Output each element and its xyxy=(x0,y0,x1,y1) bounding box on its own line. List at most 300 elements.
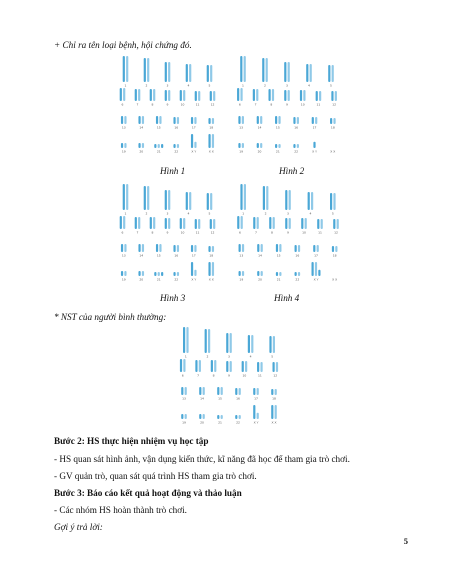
chromosome xyxy=(161,272,163,276)
chromosome xyxy=(173,117,175,124)
chromosome-pair-label: 9 xyxy=(287,230,289,235)
figure-1-caption: Hình 1 xyxy=(160,166,186,176)
chromosome xyxy=(126,184,128,210)
chromosome xyxy=(210,219,212,229)
chromosome-pair-label: 9 xyxy=(166,102,169,107)
chromosome xyxy=(199,414,201,419)
chromosome xyxy=(191,134,193,148)
chromosome xyxy=(124,244,126,252)
chromosome-pair-label: 16 xyxy=(174,253,179,258)
chromosome xyxy=(242,116,244,124)
chromosome xyxy=(248,335,250,353)
chromosome xyxy=(260,362,262,372)
chromosome xyxy=(257,116,259,124)
chromosome xyxy=(244,56,246,82)
step2-line-1: - HS quan sát hình ảnh, vận dụng kiến thức, kĩ năng đã học để tham gia trò chơi. xyxy=(54,454,350,464)
chromosome-pair-label: 2 xyxy=(264,83,266,88)
chromosome-pair-label: 17 xyxy=(191,253,196,258)
chromosome-pair-label: 6 xyxy=(181,373,184,378)
chromosome-pair-label: 14 xyxy=(257,125,262,130)
chromosome-pair-label: 16 xyxy=(295,253,300,258)
chromosome-pair-label: 12 xyxy=(210,102,215,107)
chromosome xyxy=(335,91,337,101)
chromosome xyxy=(316,91,318,101)
chromosome xyxy=(332,65,334,82)
chromosome xyxy=(272,89,274,101)
chromosome-pair-label: 5 xyxy=(271,354,274,359)
chromosome-pair-label: 18 xyxy=(332,253,337,258)
chromosome xyxy=(123,88,125,101)
chromosome xyxy=(217,387,219,395)
chromosome-pair-label: X Y xyxy=(312,149,317,154)
chromosome xyxy=(177,272,179,276)
chromosome-pair-label: 8 xyxy=(151,102,154,107)
chromosome xyxy=(289,190,291,210)
chromosome xyxy=(240,184,242,210)
chromosome xyxy=(253,388,255,395)
chromosome xyxy=(217,415,219,419)
chromosome-pair-label: 18 xyxy=(272,396,276,401)
chromosome-pair-label: 1 xyxy=(242,83,244,88)
chromosome xyxy=(138,116,140,124)
chromosome xyxy=(183,359,185,372)
chromosome xyxy=(271,389,273,395)
chromosome xyxy=(235,388,237,395)
chromosome xyxy=(311,192,313,210)
chromosome xyxy=(226,333,228,353)
chromosome-pair-label: 8 xyxy=(271,230,273,235)
chromosome-pair-label: 15 xyxy=(276,253,281,258)
chromosome-pair-label: 10 xyxy=(242,373,247,378)
chromosome-pair-label: X Y xyxy=(313,277,319,282)
chromosome-pair-label: 12 xyxy=(210,230,215,235)
chromosome-pair-label: 21 xyxy=(156,149,161,154)
chromosome-pair-label: 11 xyxy=(195,102,200,107)
chromosome xyxy=(235,415,237,419)
normal-karyotype-label: * NST của người bình thường: xyxy=(54,312,167,322)
chromosome-pair-label: 10 xyxy=(180,230,185,235)
chromosome xyxy=(212,246,214,252)
chromosome xyxy=(276,244,278,252)
chromosome xyxy=(303,90,305,101)
chromosome-pair-label: 15 xyxy=(156,125,161,130)
chromosome xyxy=(198,219,200,229)
chromosome xyxy=(142,143,144,148)
chromosome xyxy=(210,65,212,82)
chromosome-pair-label: 19 xyxy=(239,277,244,282)
chromosome-pair-label: X Y xyxy=(191,149,197,154)
chromosome-pair-label: 11 xyxy=(195,230,200,235)
chromosome xyxy=(212,134,214,148)
chromosome xyxy=(221,387,223,395)
chromosome-pair-label: 2 xyxy=(145,211,148,216)
chromosome xyxy=(300,90,302,101)
chromosome xyxy=(285,190,287,210)
chromosome-pair-label: 13 xyxy=(239,253,244,258)
chromosome xyxy=(180,90,182,101)
chromosome xyxy=(275,405,277,419)
chromosome xyxy=(123,184,125,210)
chromosome-pair-label: 22 xyxy=(295,277,300,282)
karyotype-normal xyxy=(175,323,283,433)
chromosome xyxy=(330,118,332,124)
chromosome xyxy=(333,118,335,124)
chromosome xyxy=(240,88,242,101)
figure-2-caption: Hình 2 xyxy=(279,166,305,176)
chromosome xyxy=(313,142,315,148)
chromosome xyxy=(266,58,268,82)
chromosome-pair-label: 5 xyxy=(331,211,334,216)
chromosome-pair-label: 19 xyxy=(239,149,244,154)
chromosome xyxy=(121,143,123,148)
chromosome-pair-label: 6 xyxy=(121,102,124,107)
chromosome-pair-label: 8 xyxy=(270,102,273,107)
intro-line: + Chỉ ra tên loại bệnh, hội chứng đó. xyxy=(54,40,192,50)
chromosome xyxy=(213,219,215,229)
chromosome xyxy=(183,327,185,353)
chromosome-pair-label: 21 xyxy=(276,277,281,282)
chromosome-pair-label: 17 xyxy=(191,125,196,130)
chromosome xyxy=(242,271,244,276)
chromosome-pair-label: 20 xyxy=(139,277,144,282)
chromosome xyxy=(177,245,179,252)
chromosome xyxy=(230,361,232,372)
chromosome xyxy=(173,272,175,276)
chromosome xyxy=(203,387,205,395)
chromosome xyxy=(276,272,278,276)
chromosome xyxy=(275,144,277,148)
chromosome xyxy=(285,218,287,229)
chromosome xyxy=(317,219,319,229)
chromosome xyxy=(159,116,161,124)
chromosome-pair-label: 22 xyxy=(236,420,240,425)
chromosome-pair-label: 3 xyxy=(286,83,288,88)
chromosome-pair-label: 19 xyxy=(121,277,126,282)
chromosome-pair-label: 17 xyxy=(254,396,258,401)
chromosome xyxy=(186,327,188,353)
chromosome-pair-label: 4 xyxy=(309,211,312,216)
chromosome-pair-label: 3 xyxy=(166,83,169,88)
chromosome xyxy=(120,88,122,101)
hint-label: Gợi ý trả lời: xyxy=(54,522,103,532)
chromosome xyxy=(186,192,188,210)
chromosome xyxy=(208,246,210,252)
chromosome xyxy=(158,144,160,148)
chromosome xyxy=(278,144,280,148)
chromosome xyxy=(275,389,277,395)
chromosome xyxy=(147,58,149,82)
chromosome xyxy=(181,414,183,419)
chromosome xyxy=(191,245,193,252)
chromosome-pair-label: 15 xyxy=(218,396,222,401)
chromosome xyxy=(150,89,152,101)
chromosome xyxy=(189,64,191,82)
chromosome-pair-label: 14 xyxy=(258,253,262,258)
chromosome xyxy=(319,91,321,101)
chromosome-pair-label: 2 xyxy=(145,83,148,88)
chromosome xyxy=(126,56,128,82)
chromosome xyxy=(306,64,308,82)
chromosome xyxy=(257,413,259,419)
chromosome xyxy=(173,144,175,148)
chromosome xyxy=(168,218,170,229)
chromosome-pair-label: 8 xyxy=(151,230,154,235)
chromosome xyxy=(135,217,137,229)
chromosome xyxy=(158,272,160,276)
chromosome-pair-label: 12 xyxy=(332,102,337,107)
chromosome xyxy=(305,218,307,229)
chromosome-pair-label: 1 xyxy=(124,211,127,216)
chromosome xyxy=(124,116,126,124)
chromosome-pair-label: 13 xyxy=(121,253,126,258)
chromosome xyxy=(331,91,333,101)
chromosome xyxy=(328,65,330,82)
chromosome xyxy=(159,244,161,252)
chromosome xyxy=(237,88,239,101)
chromosome-pair-label: 8 xyxy=(212,373,215,378)
chromosome xyxy=(185,414,187,419)
chromosome-pair-label: 10 xyxy=(300,102,305,107)
chromosome-pair-label: 1 xyxy=(184,354,187,359)
chromosome xyxy=(269,336,271,353)
chromosome xyxy=(198,91,200,101)
chromosome xyxy=(138,217,140,229)
karyotype-figure-2 xyxy=(232,52,342,162)
chromosome xyxy=(295,272,297,276)
chromosome xyxy=(138,89,140,101)
chromosome-pair-label: 16 xyxy=(236,396,240,401)
chromosome xyxy=(271,405,273,419)
chromosome xyxy=(244,184,246,210)
chromosome-pair-label: 5 xyxy=(208,211,211,216)
chromosome xyxy=(263,186,265,210)
chromosome xyxy=(273,336,275,353)
step3-heading: Bước 3: Báo cáo kết quả hoạt động và thảo luận xyxy=(54,488,242,498)
chromosome xyxy=(279,244,281,252)
chromosome xyxy=(168,62,170,82)
chromosome-pair-label: 11 xyxy=(318,230,322,235)
chromosome-pair-label: 22 xyxy=(294,149,299,154)
chromosome xyxy=(284,90,286,101)
chromosome xyxy=(315,117,317,124)
chromosome-pair-label: 4 xyxy=(187,211,190,216)
chromosome xyxy=(273,217,275,229)
chromosome xyxy=(161,144,163,148)
chromosome-pair-label: 2 xyxy=(206,354,209,359)
chromosome xyxy=(226,361,228,372)
chromosome xyxy=(278,116,280,124)
chromosome xyxy=(298,245,300,252)
chromosome xyxy=(212,262,214,276)
chromosome xyxy=(177,117,179,124)
chromosome-pair-label: 15 xyxy=(275,125,280,130)
chromosome xyxy=(210,193,212,210)
karyotype-figure-4 xyxy=(232,180,344,290)
chromosome xyxy=(208,118,210,124)
chromosome xyxy=(211,360,213,372)
chromosome-pair-label: 13 xyxy=(121,125,126,130)
chromosome xyxy=(238,116,240,124)
chromosome xyxy=(261,271,263,276)
chromosome-pair-label: 10 xyxy=(302,230,306,235)
chromosome xyxy=(337,219,339,229)
chromosome-pair-label: 3 xyxy=(287,211,289,216)
chromosome xyxy=(330,193,332,210)
chromosome xyxy=(260,143,262,148)
chromosome-pair-label: 1 xyxy=(124,83,127,88)
chromosome xyxy=(268,89,270,101)
step2-heading: Bước 2: HS thực hiện nhiệm vụ học tập xyxy=(54,436,209,446)
chromosome xyxy=(208,262,210,276)
chromosome xyxy=(245,361,247,372)
chromosome-pair-label: 6 xyxy=(238,102,241,107)
chromosome-pair-label: 11 xyxy=(257,373,262,378)
chromosome-pair-label: 22 xyxy=(174,277,179,282)
chromosome-pair-label: 5 xyxy=(208,83,211,88)
chromosome xyxy=(156,244,158,252)
chromosome xyxy=(168,190,170,210)
chromosome-pair-label: X X xyxy=(208,277,214,282)
chromosome xyxy=(195,91,197,101)
figure-3-caption: Hình 3 xyxy=(160,293,186,303)
chromosome-pair-label: 14 xyxy=(139,253,144,258)
chromosome-pair-label: 10 xyxy=(180,102,185,107)
chromosome xyxy=(121,116,123,124)
chromosome xyxy=(121,244,123,252)
chromosome xyxy=(239,244,241,252)
chromosome xyxy=(230,333,232,353)
chromosome-pair-label: 18 xyxy=(330,125,335,130)
chromosome xyxy=(266,186,268,210)
chromosome xyxy=(154,144,156,148)
chromosome-pair-label: 14 xyxy=(200,396,204,401)
chromosome xyxy=(165,218,167,229)
chromosome-pair-label: X X xyxy=(271,420,277,425)
chromosome-pair-label: 3 xyxy=(166,211,169,216)
chromosome xyxy=(269,217,271,229)
chromosome xyxy=(251,335,253,353)
chromosome-pair-label: 7 xyxy=(254,102,257,107)
chromosome xyxy=(257,217,259,229)
chromosome xyxy=(295,245,297,252)
chromosome xyxy=(315,262,317,276)
chromosome xyxy=(194,245,196,252)
chromosome xyxy=(138,244,140,252)
page-number: 5 xyxy=(403,536,408,546)
chromosome xyxy=(212,118,214,124)
chromosome xyxy=(213,91,215,101)
chromosome xyxy=(150,217,152,229)
chromosome xyxy=(214,360,216,372)
chromosome-pair-label: 7 xyxy=(136,102,139,107)
chromosome xyxy=(284,62,286,82)
chromosome xyxy=(154,272,156,276)
chromosome xyxy=(272,362,274,372)
chromosome xyxy=(186,64,188,82)
chromosome-pair-label: 1 xyxy=(242,211,245,216)
chromosome xyxy=(144,186,146,210)
chromosome xyxy=(147,186,149,210)
chromosome xyxy=(253,405,255,419)
chromosome xyxy=(173,245,175,252)
chromosome xyxy=(191,262,193,276)
chromosome xyxy=(181,387,183,395)
chromosome xyxy=(156,116,158,124)
chromosome-pair-label: 4 xyxy=(249,354,252,359)
chromosome-pair-label: X X xyxy=(330,149,336,154)
chromosome xyxy=(312,262,314,276)
chromosome xyxy=(308,192,310,210)
chromosome-pair-label: 13 xyxy=(239,125,244,130)
chromosome xyxy=(142,116,144,124)
chromosome-pair-label: 18 xyxy=(209,253,214,258)
chromosome xyxy=(180,218,182,229)
chromosome-pair-label: 9 xyxy=(166,230,169,235)
chromosome-pair-label: 12 xyxy=(334,230,338,235)
chromosome-pair-label: 16 xyxy=(174,125,179,130)
step3-line-1: - Các nhóm HS hoàn thành trò chơi. xyxy=(54,505,187,515)
chromosome xyxy=(135,89,137,101)
chromosome xyxy=(208,134,210,148)
chromosome-pair-label: 22 xyxy=(174,149,179,154)
chromosome xyxy=(120,216,122,229)
chromosome xyxy=(191,117,193,124)
chromosome-pair-label: 14 xyxy=(139,125,144,130)
chromosome-pair-label: 21 xyxy=(156,277,161,282)
chromosome xyxy=(301,218,303,229)
chromosome xyxy=(241,216,243,229)
chromosome xyxy=(205,329,207,353)
chromosome-pair-label: 20 xyxy=(257,149,262,154)
chromosome xyxy=(242,143,244,148)
chromosome-pair-label: 7 xyxy=(136,230,139,235)
chromosome xyxy=(203,414,205,419)
chromosome xyxy=(195,219,197,229)
chromosome-pair-label: 18 xyxy=(209,125,214,130)
chromosome xyxy=(207,65,209,82)
chromosome xyxy=(238,143,240,148)
chromosome xyxy=(293,117,295,124)
chromosome xyxy=(239,388,241,395)
chromosome-pair-label: 6 xyxy=(239,230,241,235)
chromosome xyxy=(165,90,167,101)
chromosome-pair-label: 20 xyxy=(139,149,144,154)
chromosome xyxy=(276,362,278,372)
chromosome xyxy=(221,415,223,419)
chromosome-pair-label: 9 xyxy=(286,102,288,107)
chromosome-pair-label: 5 xyxy=(330,83,332,88)
chromosome xyxy=(124,271,126,276)
chromosome xyxy=(257,143,259,148)
chromosome xyxy=(168,90,170,101)
chromosome-pair-label: 13 xyxy=(182,396,186,401)
chromosome xyxy=(165,62,167,82)
chromosome xyxy=(180,359,182,372)
chromosome xyxy=(279,272,281,276)
chromosome xyxy=(199,387,201,395)
chromosome-pair-label: 20 xyxy=(200,420,204,425)
chromosome xyxy=(253,89,255,101)
chromosome xyxy=(153,89,155,101)
chromosome-pair-label: 9 xyxy=(228,373,230,378)
chromosome xyxy=(123,216,125,229)
chromosome-pair-label: 16 xyxy=(294,125,299,130)
step2-line-2: - GV quản trò, quan sát quá trình HS tham gia trò chơi. xyxy=(54,471,257,481)
chromosome xyxy=(297,144,299,148)
chromosome-pair-label: X X xyxy=(208,149,214,154)
chromosome xyxy=(237,216,239,229)
chromosome-pair-label: 15 xyxy=(156,253,161,258)
